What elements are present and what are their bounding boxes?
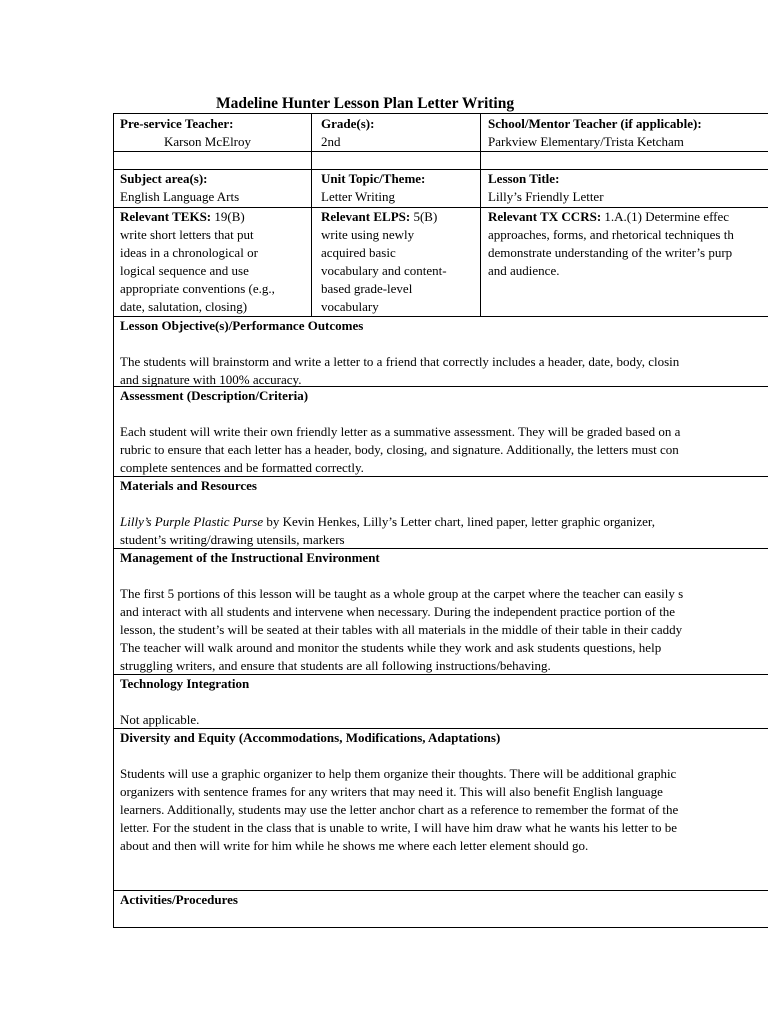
teks-line: appropriate conventions (e.g., — [120, 281, 275, 296]
subject-area-label: Subject area(s): — [120, 171, 208, 186]
grade-label: Grade(s): — [321, 116, 375, 131]
elps-line: acquired basic — [321, 245, 396, 260]
diversity-line: learners. Additionally, students may use the letter anchor chart as a reference to remember the format of the — [120, 802, 679, 817]
objective-heading: Lesson Objective(s)/Performance Outcomes — [120, 318, 364, 333]
teks-line: ideas in a chronological or — [120, 245, 258, 260]
lesson-title-value: Lilly’s Friendly Letter — [488, 189, 604, 204]
preservice-teacher-value: Karson McElroy — [164, 134, 252, 149]
row-divider — [114, 169, 768, 170]
grade-value: 2nd — [321, 134, 341, 149]
column-divider — [311, 114, 312, 316]
management-line: and interact with all students and intervene when necessary. During the independent practice portion of the — [120, 604, 676, 619]
diversity-line: Students will use a graphic organizer to help them organize their thoughts. There will be additional graphic — [120, 766, 677, 781]
management-line: The teacher will walk around and monitor the students while they work and ask students questions, help — [120, 640, 662, 655]
teks-cell — [120, 208, 275, 316]
unit-topic-value: Letter Writing — [321, 189, 395, 204]
objective-line: and signature with 100% accuracy. — [120, 372, 302, 387]
activities-heading: Activities/Procedures — [120, 892, 238, 907]
ccrs-line: and audience. — [488, 263, 560, 278]
assessment-section — [120, 387, 680, 477]
teks-line: write short letters that put — [120, 227, 254, 242]
diversity-line: organizers with sentence frames for any writers that may need it. This will also benefit English language — [120, 784, 663, 799]
ccrs-label: Relevant TX CCRS: — [488, 209, 602, 224]
book-title: Lilly’s Purple Plastic Purse — [120, 514, 264, 529]
teks-line: logical sequence and use — [120, 263, 249, 278]
elps-line: vocabulary and content- — [321, 263, 447, 278]
management-line: lesson, the student’s will be seated at their tables with all materials in the middle of their table in their caddy — [120, 622, 683, 637]
objective-line: The students will brainstorm and write a letter to a friend that correctly includes a header, date, body, closin — [120, 354, 680, 369]
preservice-teacher-label: Pre-service Teacher: — [120, 116, 234, 131]
diversity-section — [120, 729, 678, 855]
teks-code: 19(B) — [211, 209, 245, 224]
assessment-heading: Assessment (Description/Criteria) — [120, 388, 309, 403]
elps-line: based grade-level — [321, 281, 413, 296]
technology-section — [120, 675, 249, 729]
teks-label: Relevant TEKS: — [120, 209, 212, 224]
diversity-line: about and then will write for him while he shows me where each letter element should go. — [120, 838, 589, 853]
row-divider — [114, 151, 768, 152]
mentor-teacher-value: Parkview Elementary/Trista Ketcham — [488, 134, 684, 149]
management-line: The first 5 portions of this lesson will be taught as a whole group at the carpet where the teacher can easily s — [120, 586, 684, 601]
teks-line: date, salutation, closing) — [120, 299, 248, 314]
technology-heading: Technology Integration — [120, 676, 250, 691]
diversity-line: letter. For the student in the class that is unable to write, I will have him draw what he wants his letter to be — [120, 820, 678, 835]
materials-heading: Materials and Resources — [120, 478, 257, 493]
assessment-line: complete sentences and be formatted correctly. — [120, 460, 364, 475]
mentor-teacher-label: School/Mentor Teacher (if applicable): — [488, 116, 702, 131]
materials-line: student’s writing/drawing utensils, markers — [120, 532, 345, 547]
diversity-heading: Diversity and Equity (Accommodations, Modifications, Adaptations) — [120, 730, 501, 745]
assessment-line: rubric to ensure that each letter has a header, body, closing, and signature. Additionally, the letters must con — [120, 442, 679, 457]
lesson-plan-table — [113, 113, 768, 928]
management-section — [120, 549, 683, 675]
ccrs-line: approaches, forms, and rhetorical techniques th — [488, 227, 734, 242]
elps-code: 5(B) — [410, 209, 438, 224]
document-title: Madeline Hunter Lesson Plan Letter Writing — [216, 95, 515, 112]
column-divider — [480, 114, 481, 316]
materials-line: by Kevin Henkes, Lilly’s Letter chart, lined paper, letter graphic organizer, — [263, 514, 655, 529]
ccrs-code: 1.A.(1) Determine effec — [601, 209, 730, 224]
objective-section — [120, 317, 679, 389]
elps-cell — [321, 208, 447, 316]
lesson-title-label: Lesson Title: — [488, 171, 560, 186]
elps-line: write using newly — [321, 227, 415, 242]
subject-area-value: English Language Arts — [120, 189, 240, 204]
elps-label: Relevant ELPS: — [321, 209, 411, 224]
management-line: struggling writers, and ensure that students are all following instructions/behaving. — [120, 658, 551, 673]
materials-section — [120, 477, 655, 549]
management-heading: Management of the Instructional Environment — [120, 550, 380, 565]
ccrs-line: demonstrate understanding of the writer’s purp — [488, 245, 733, 260]
unit-topic-label: Unit Topic/Theme: — [321, 171, 426, 186]
assessment-line: Each student will write their own friendly letter as a summative assessment. They will be graded based on a — [120, 424, 681, 439]
ccrs-cell — [488, 208, 734, 280]
technology-line: Not applicable. — [120, 712, 200, 727]
elps-line: vocabulary — [321, 299, 379, 314]
